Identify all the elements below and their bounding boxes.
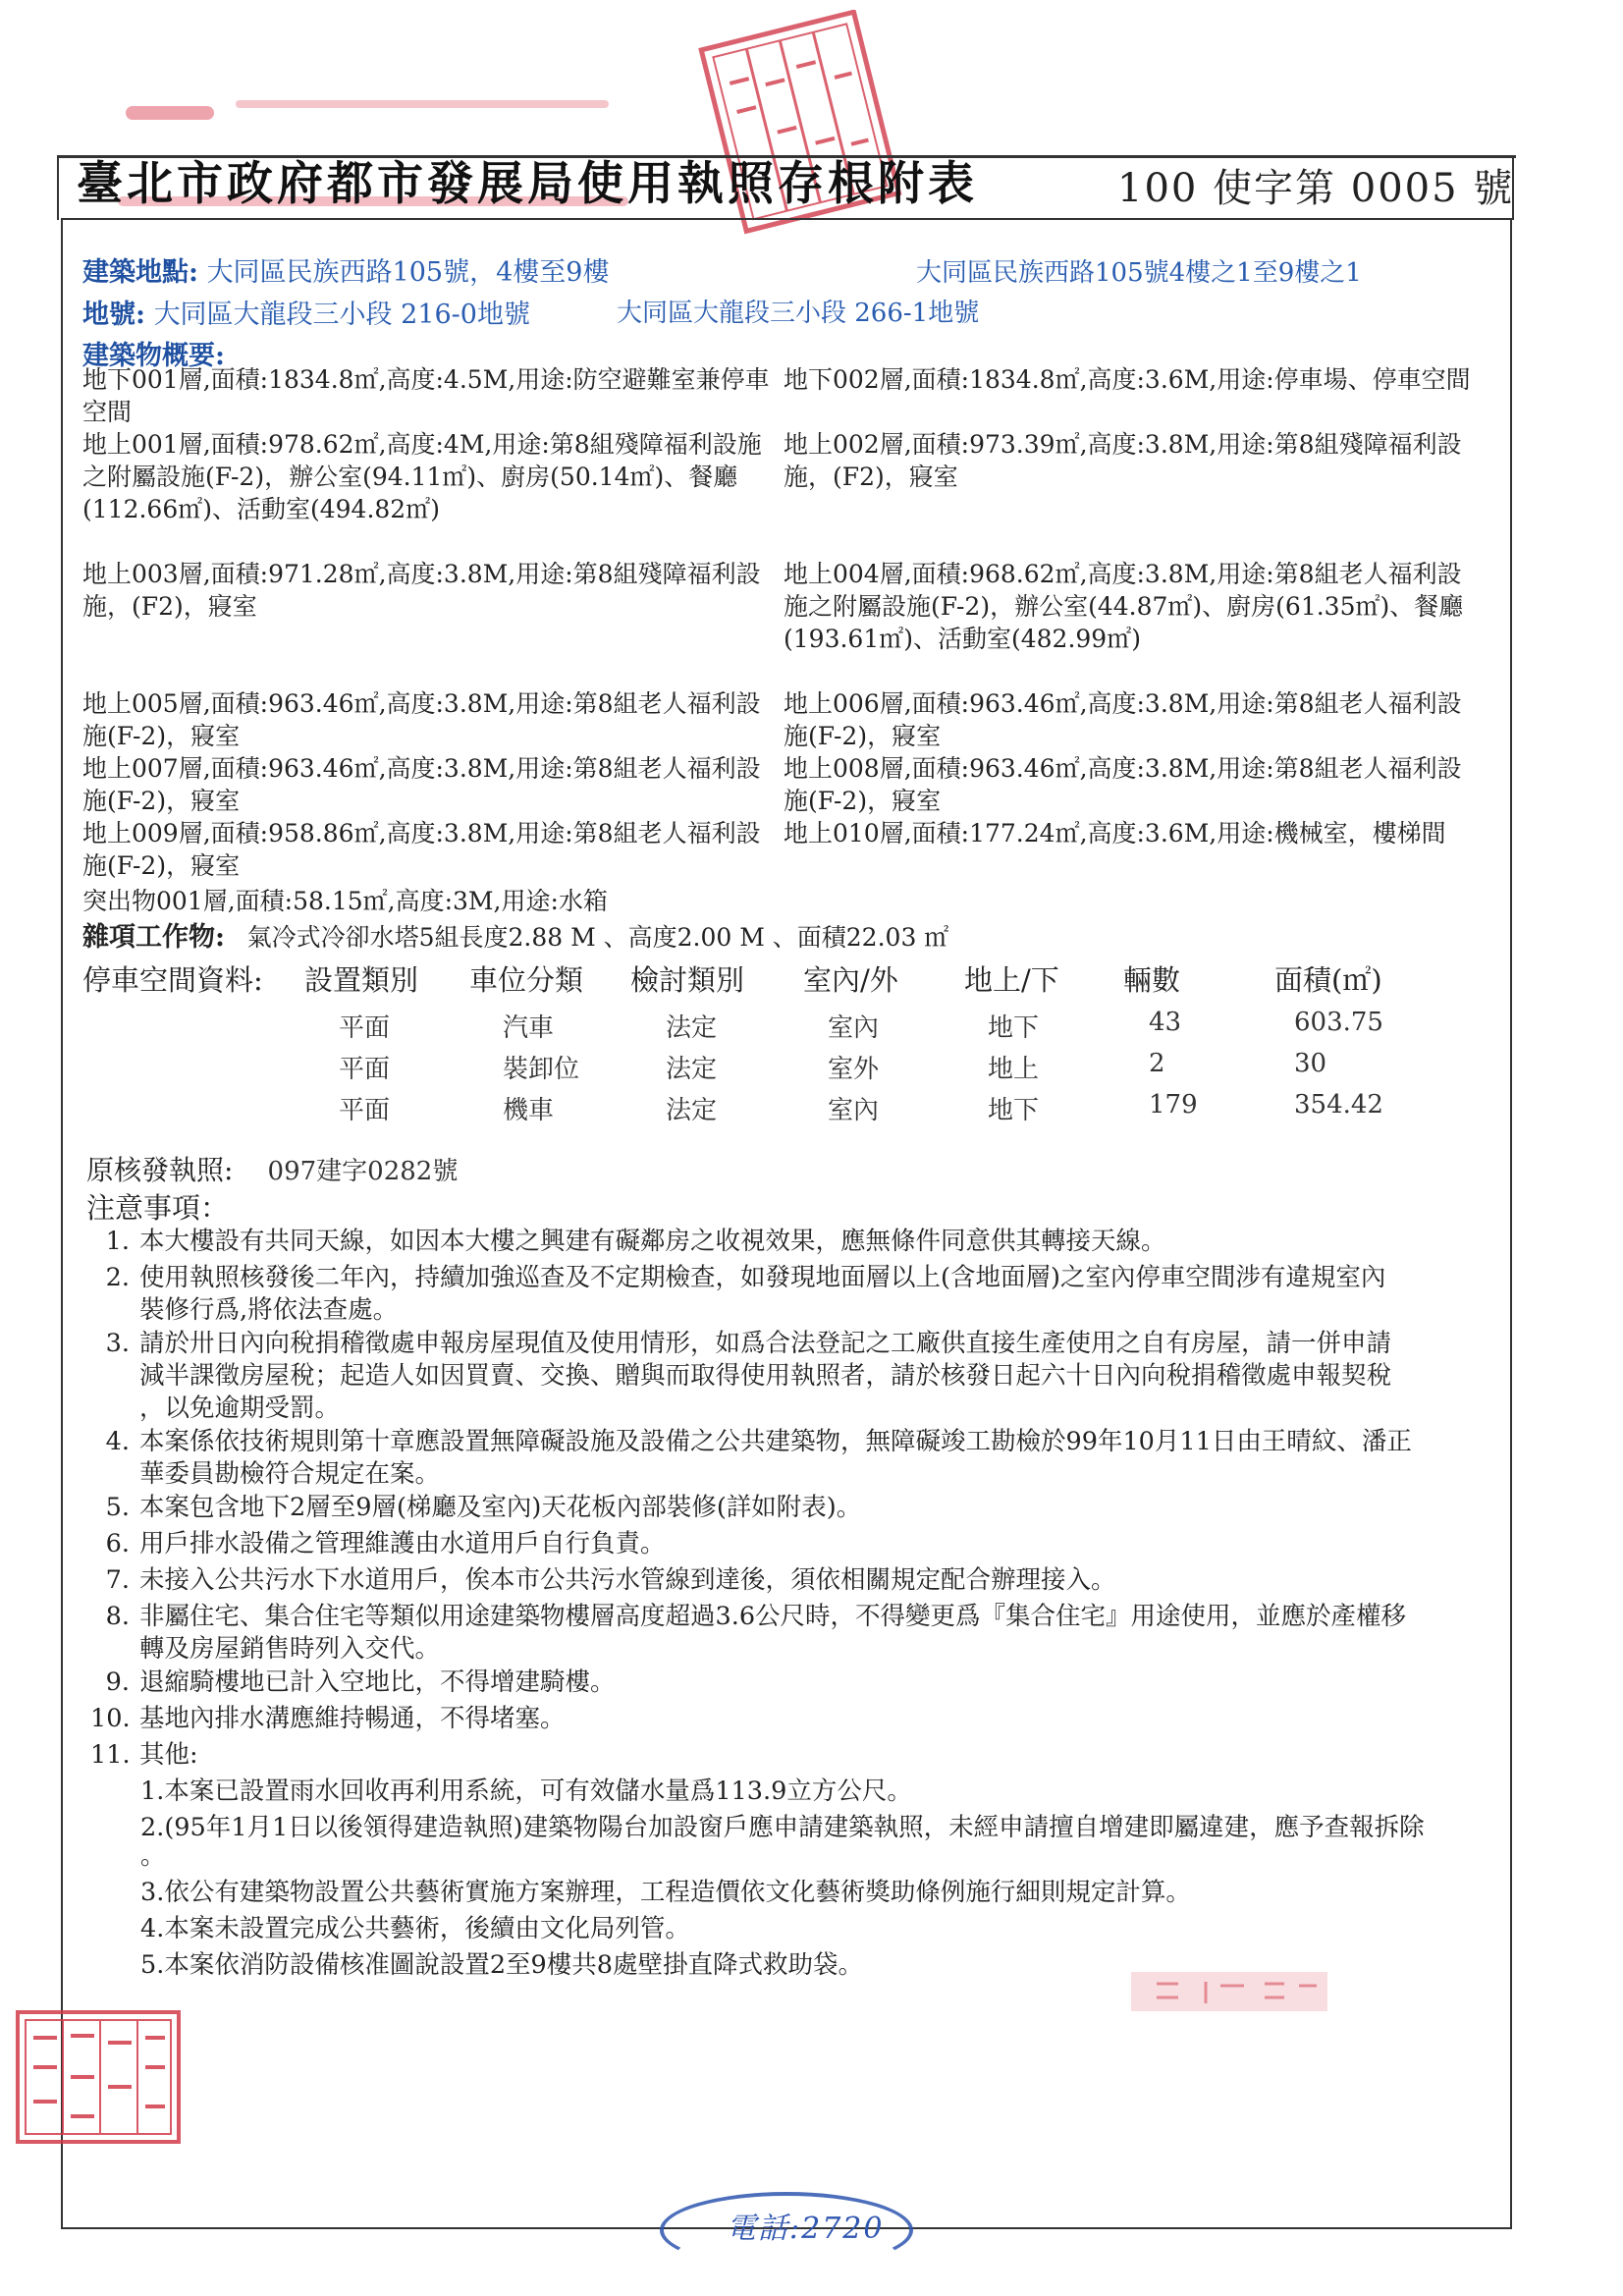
red-ink-smudge xyxy=(236,100,609,108)
other-item: 2.(95年1月1日以後領得建造執照)建築物陽台加設窗戶應申請建築執照，未經申請擅自增建即屬違建，應予查報拆除 xyxy=(140,1813,1425,1842)
frame-left-top xyxy=(57,155,59,220)
parking-header-count: 輛數 xyxy=(1123,963,1181,997)
misc-row xyxy=(82,915,948,954)
other-item-continuation: 。 xyxy=(140,1841,166,1871)
floor-10: 地上010層,面積:177.24㎡,高度:3.6M,用途:機械室，樓梯間 xyxy=(784,819,1446,847)
footer-phone-stamp: 電話:2720 xyxy=(727,2212,885,2246)
cell-indoor: 室外 xyxy=(828,1055,880,1084)
floor-b2: 地下002層,面積:1834.8㎡,高度:3.6M,用途:停車場、停車空間 xyxy=(784,365,1471,394)
cell-level: 地下 xyxy=(988,1013,1040,1043)
cell-indoor: 室內 xyxy=(828,1096,880,1125)
roof-structure: 突出物001層,面積:58.15㎡,高度:3M,用途:水箱 xyxy=(82,887,608,915)
address-label: 建築地點: xyxy=(82,257,198,288)
parking-label: 停車空間資料: xyxy=(82,963,263,997)
note-line: 使用執照核發後二年內，持續加強巡查及不定期檢查，如發現地面層以上(含地面層)之室內停車空間涉有違規室內 xyxy=(139,1263,1386,1292)
official-seal-left xyxy=(14,2008,183,2146)
note-number: 1. xyxy=(105,1227,130,1256)
note-line: 退縮騎樓地已計入空地比，不得增建騎樓。 xyxy=(139,1667,616,1697)
floor-5: 地上005層,面積:963.46㎡,高度:3.8M,用途:第8組老人福利設施(F-2)，寢室 xyxy=(82,689,761,750)
note-number: 10. xyxy=(90,1704,131,1733)
address-row xyxy=(82,250,609,289)
parking-header-type: 設置類別 xyxy=(304,963,419,997)
note-number: 4. xyxy=(105,1427,130,1456)
parking-header-level: 地上/下 xyxy=(964,963,1059,997)
note-line: 本案係依技術規則第十章應設置無障礙設施及設備之公共建築物，無障礙竣工勘檢於99年10月11日由王晴紋、潘正 xyxy=(139,1427,1412,1456)
cell-indoor: 室內 xyxy=(828,1013,880,1043)
floor-b1: 地下001層,面積:1834.8㎡,高度:4.5M,用途:防空避難室兼停車空間 xyxy=(82,365,770,426)
parking-header-review: 檢討類別 xyxy=(630,963,745,997)
note-line: 裝修行爲,將依法查處。 xyxy=(139,1295,399,1325)
cell-type: 平面 xyxy=(339,1096,391,1125)
overview-label: 建築物概要: xyxy=(82,341,225,371)
faint-seal-right xyxy=(1127,1966,1333,2017)
floor-7: 地上007層,面積:963.46㎡,高度:3.8M,用途:第8組老人福利設施(F-2)，寢室 xyxy=(82,754,761,815)
cell-level: 地下 xyxy=(988,1096,1040,1125)
lot-value-1: 大同區大龍段三小段 216-0地號 xyxy=(153,300,530,330)
cell-area: 603.75 xyxy=(1294,1008,1383,1037)
note-line: ，以免逾期受罰。 xyxy=(139,1394,341,1423)
note-line: 非屬住宅、集合住宅等類似用途建築物樓層高度超過3.6公尺時，不得變更爲『集合住宅』用途使用，並應於產權移 xyxy=(139,1602,1407,1631)
note-line: 其他: xyxy=(139,1740,198,1770)
red-ink-smudge xyxy=(126,106,214,120)
floor-3: 地上003層,面積:971.28㎡,高度:3.8M,用途:第8組殘障福利設施，(F2)，寢室 xyxy=(82,560,761,621)
cell-count: 43 xyxy=(1149,1008,1182,1037)
parking-header-area: 面積(㎡) xyxy=(1274,963,1382,997)
note-line: 請於卅日內向稅捐稽徵處申報房屋現值及使用情形，如爲合法登記之工廠供直接生產使用之自有房屋，請一併申請 xyxy=(139,1329,1392,1358)
cell-level: 地上 xyxy=(988,1055,1040,1084)
note-line: 本大樓設有共同天線，如因本大樓之興建有礙鄰房之收視效果，應無條件同意供其轉接天線。 xyxy=(139,1227,1166,1256)
cell-count: 179 xyxy=(1149,1090,1198,1120)
original-permit-value: 097建字0282號 xyxy=(267,1157,459,1186)
floor-2: 地上002層,面積:973.39㎡,高度:3.8M,用途:第8組殘障福利設施，(F2)，寢室 xyxy=(784,430,1462,491)
note-line: 基地內排水溝應維持暢通，不得堵塞。 xyxy=(139,1704,566,1733)
other-item: 4.本案未設置完成公共藝術，後續由文化局列管。 xyxy=(140,1914,690,1943)
other-item: 5.本案依消防設備核准圖說設置2至9樓共8處壁掛直降式救助袋。 xyxy=(140,1950,864,1980)
floor-9: 地上009層,面積:958.86㎡,高度:3.8M,用途:第8組老人福利設施(F-2)，寢室 xyxy=(82,819,761,880)
document-title: 臺北市政府都市發展局使用執照存根附表 xyxy=(77,157,978,211)
floor-6: 地上006層,面積:963.46㎡,高度:3.8M,用途:第8組老人福利設施(F-2)，寢室 xyxy=(784,689,1462,750)
floor-1: 地上001層,面積:978.62㎡,高度:4M,用途:第8組殘障福利設施之附屬設施(F-2)，辦公室(94.11㎡)、廚房(50.14㎡)、餐廳(112.66㎡)、活動室(494.82㎡) xyxy=(82,430,762,523)
cell-type: 平面 xyxy=(339,1013,391,1043)
cell-review: 法定 xyxy=(666,1055,718,1084)
other-item: 3.依公有建築物設置公共藝術實施方案辦理，工程造價依文化藝術獎助條例施行細則規定計算。 xyxy=(140,1878,1191,1907)
note-number: 6. xyxy=(105,1529,130,1558)
note-line: 本案包含地下2層至9層(梯廳及室內)天花板內部裝修(詳如附表)。 xyxy=(139,1493,862,1522)
note-number: 11. xyxy=(90,1740,131,1770)
note-line: 減半課徵房屋稅；起造人如因買賣、交換、贈與而取得使用執照者，請於核發日起六十日內向稅捐稽徵處申報契稅 xyxy=(139,1361,1392,1391)
original-permit-row xyxy=(86,1149,458,1188)
floor-8: 地上008層,面積:963.46㎡,高度:3.8M,用途:第8組老人福利設施(F-2)，寢室 xyxy=(784,754,1462,815)
notes-label: 注意事項： xyxy=(86,1191,230,1225)
cell-category: 裝卸位 xyxy=(503,1055,580,1084)
note-line: 用戶排水設備之管理維護由水道用戶自行負責。 xyxy=(139,1529,666,1558)
address-value-1: 大同區民族西路105號，4樓至9樓 xyxy=(206,257,610,288)
note-number: 7. xyxy=(105,1565,130,1595)
note-number: 2. xyxy=(105,1263,130,1292)
cell-area: 30 xyxy=(1294,1049,1327,1078)
floor-4: 地上004層,面積:968.62㎡,高度:3.8M,用途:第8組老人福利設施之附屬設施(F-2)，辦公室(44.87㎡)、廚房(61.35㎡)、餐廳(193.61㎡)、活動室(482.99㎡) xyxy=(784,560,1464,653)
original-permit-label: 原核發執照: xyxy=(86,1154,234,1186)
cell-category: 機車 xyxy=(503,1096,555,1125)
parking-header-indoor: 室內/外 xyxy=(803,963,898,997)
misc-text: 氣冷式冷卻水塔5組長度2.88 M 、高度2.00 M 、面積22.03 ㎡ xyxy=(246,923,949,952)
other-item: 1.本案已設置雨水回收再利用系統，可有效儲水量爲113.9立方公尺。 xyxy=(140,1777,912,1806)
cell-area: 354.42 xyxy=(1294,1090,1383,1120)
cell-type: 平面 xyxy=(339,1055,391,1084)
note-number: 8. xyxy=(105,1602,130,1631)
cell-category: 汽車 xyxy=(503,1013,555,1043)
note-number: 9. xyxy=(105,1667,130,1697)
note-number: 5. xyxy=(105,1493,130,1522)
parking-header-category: 車位分類 xyxy=(469,963,584,997)
permit-number: 100 使字第 0005 號 xyxy=(1117,166,1515,211)
note-line: 未接入公共污水下水道用戶，俟本市公共污水管線到達後，須依相關規定配合辦理接入。 xyxy=(139,1565,1116,1595)
misc-label: 雜項工作物: xyxy=(82,922,225,953)
cell-count: 2 xyxy=(1149,1049,1165,1078)
lot-row xyxy=(82,293,530,331)
cell-review: 法定 xyxy=(666,1013,718,1043)
lot-label: 地號: xyxy=(82,300,145,330)
cell-review: 法定 xyxy=(666,1096,718,1125)
address-value-2: 大同區民族西路105號4樓之1至9樓之1 xyxy=(916,258,1362,288)
note-line: 轉及房屋銷售時列入交代。 xyxy=(139,1634,441,1664)
note-number: 3. xyxy=(105,1329,130,1358)
lot-value-2: 大同區大龍段三小段 266-1地號 xyxy=(617,299,980,328)
note-line: 華委員勘檢符合規定在案。 xyxy=(139,1459,441,1489)
